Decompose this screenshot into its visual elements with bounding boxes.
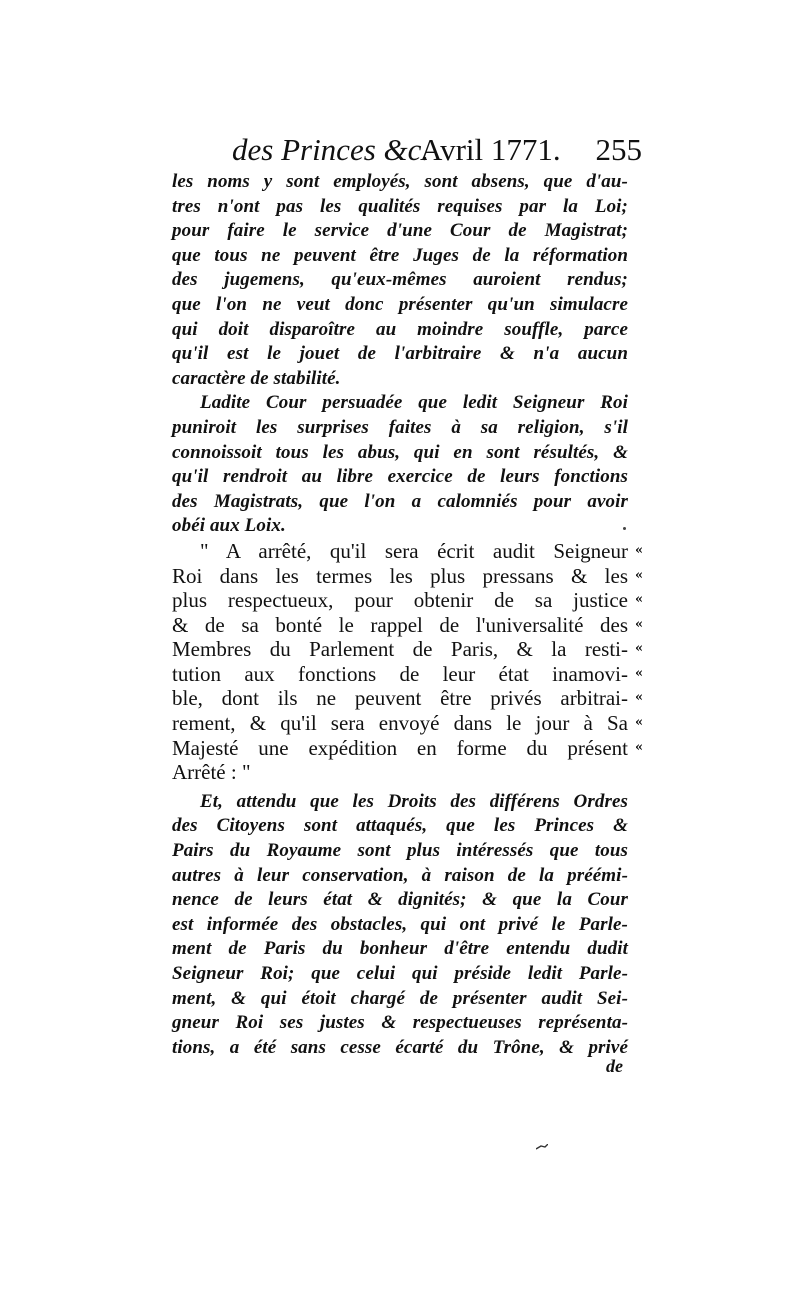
text-line: ble, dont ils ne peuvent être privés arbitrai-	[172, 686, 628, 711]
paragraph-continued	[172, 170, 628, 391]
text-line: tution aux fonctions de leur état inamovi-	[172, 661, 628, 686]
text-line: connoissoit tous les abus, qui en sont résultés, &	[172, 441, 628, 463]
text-line: " A arrêté, qu'il sera écrit audit Seigneur	[200, 538, 628, 563]
paragraph-arrete	[172, 538, 644, 785]
text-line: qu'il est le jouet de l'arbitraire & n'a aucun	[172, 343, 628, 365]
text-line: Et, attendu que les Droits des différens Ordres	[200, 790, 628, 812]
text-line: est informée des obstacles, qui ont privé le Parle-	[172, 913, 628, 935]
ink-dot	[623, 527, 626, 530]
text-line: les noms y sont employés, sont absens, que d'au-	[172, 171, 628, 192]
text-line: ment, & qui étoit chargé de présenter audit Sei-	[172, 987, 628, 1009]
running-head	[232, 132, 642, 172]
text-line: rement, & qu'il sera envoyé dans le jour à Sa	[172, 711, 628, 736]
quote-mark: «	[634, 542, 644, 558]
text-line: des jugemens, qu'eux-mêmes auroient rendus;	[172, 269, 628, 291]
text-line: caractère de stabilité.	[172, 367, 341, 389]
text-line: que tous ne peuvent être Juges de la réformation	[172, 244, 628, 266]
quote-mark: «	[634, 739, 644, 755]
running-head-title: des Princes &c.	[232, 132, 430, 167]
text-line: Arrêté : "	[172, 760, 251, 785]
text-line: des Magistrats, que l'on a calomniés pour avoir	[172, 490, 628, 512]
text-line: des Citoyens sont attaqués, que les Princes &	[172, 815, 628, 837]
quote-mark: «	[634, 592, 644, 608]
text-line: Membres du Parlement de Paris, & la resti-	[172, 637, 628, 662]
quote-mark: «	[634, 616, 644, 632]
text-line: que l'on ne veut donc présenter qu'un simulacre	[172, 293, 628, 315]
text-line: nence de leurs état & dignités; & que la Cour	[172, 889, 628, 911]
text-line: Pairs du Royaume sont plus intéressés que tous	[172, 840, 628, 862]
quote-mark: «	[634, 690, 644, 706]
text-line: qu'il rendroit au libre exercice de leurs fonctions	[172, 466, 628, 488]
text-line: Roi dans les termes les plus pressans & les	[172, 563, 628, 588]
text-line: plus respectueux, pour obtenir de sa justice	[172, 588, 628, 613]
text-line: Ladite Cour persuadée que ledit Seigneur Roi	[200, 392, 628, 414]
quote-mark: «	[634, 665, 644, 681]
text-line: Majesté une expédition en forme du présent	[172, 735, 628, 760]
body-text	[172, 170, 644, 1060]
text-line: ment de Paris du bonheur d'être entendu dudit	[172, 938, 628, 960]
quote-mark: «	[634, 715, 644, 731]
text-line: gneur Roi ses justes & respectueuses représenta-	[172, 1012, 628, 1034]
catchword: de	[606, 1056, 623, 1076]
quote-mark: «	[634, 567, 644, 583]
text-line: autres à leur conservation, à raison de la préémi-	[172, 864, 628, 886]
paragraph-et-attendu	[172, 790, 628, 1061]
page-number: 255	[595, 132, 642, 167]
text-line: pour faire le service d'une Cour de Magistrat;	[172, 220, 628, 242]
margin-quote-marks	[632, 539, 646, 760]
text-line: puniroit les surprises faites à sa religion, s'il	[172, 416, 628, 438]
text-line: qui doit disparoître au moindre souffle, parce	[172, 318, 628, 340]
paragraph-ladite-cour	[172, 391, 628, 539]
quote-mark: «	[634, 641, 644, 657]
text-line: Seigneur Roi; que celui qui préside ledit Parle-	[172, 963, 628, 984]
text-line: & de sa bonté le rappel de l'universalité des	[172, 612, 628, 637]
text-line: tions, a été sans cesse écarté du Trône, & privé	[172, 1036, 628, 1058]
text-line: obéi aux Loix.	[172, 515, 286, 537]
text-line: tres n'ont pas les qualités requises par la Loi;	[172, 195, 628, 217]
running-head-date: Avril 1771.	[420, 132, 561, 167]
ink-speck	[536, 1144, 548, 1150]
